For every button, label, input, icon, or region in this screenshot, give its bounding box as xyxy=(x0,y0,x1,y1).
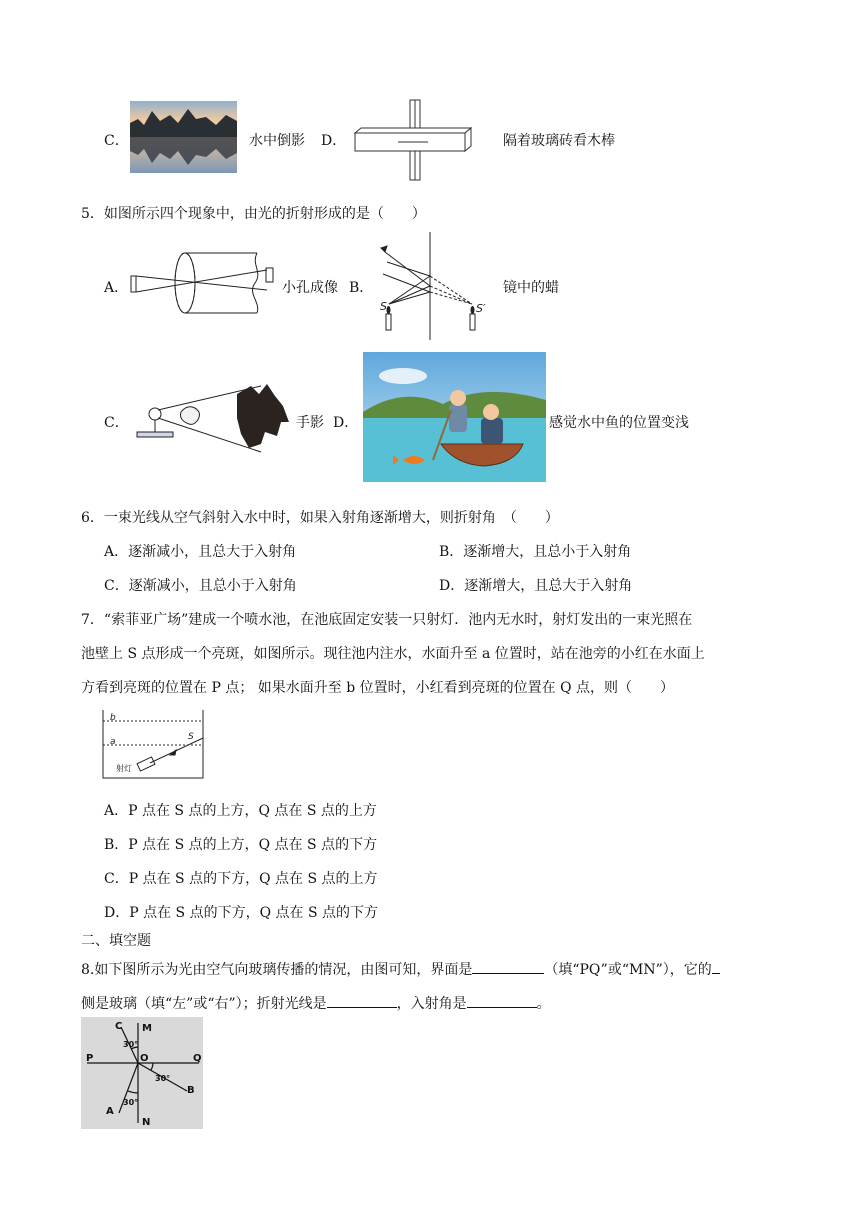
q5-c-caption: 手影 xyxy=(296,415,324,431)
refraction-diagram xyxy=(81,1017,203,1129)
q8-line1-part-b: （填“PQ”或“MN”），它的 xyxy=(544,962,712,978)
q8-line2-part-a: 侧是玻璃（填“左”或“右”）；折射光线是 xyxy=(81,996,327,1012)
q8-blank-side[interactable] xyxy=(712,957,720,974)
q7-stem-line3: 方看到亮斑的位置在 P 点； 如果水面升至 b 位置时，小红看到亮斑的位置在 Q 点，则（ ） xyxy=(81,680,675,696)
fishing-boat-illustration xyxy=(363,352,546,482)
diagram-angle-right: 30° xyxy=(155,1074,171,1083)
q8-line2 xyxy=(81,991,551,1013)
q5-d-caption: 感觉水中鱼的位置变浅 xyxy=(549,415,689,431)
q5-c-letter: C． xyxy=(104,415,129,431)
q5-b-caption: 镜中的蜡 xyxy=(503,280,559,296)
section-title-fill-in: 二、填空题 xyxy=(81,933,151,949)
pool-fig-a-label: a xyxy=(110,737,116,747)
diagram-label-n: N xyxy=(142,1117,151,1128)
pool-fig-lamp-label: 射灯 xyxy=(116,764,132,773)
q4-option-d-caption: 隔着玻璃砖看木棒 xyxy=(503,133,615,149)
q8-line1-part-a: 8.如下图所示为光由空气向玻璃传播的情况，由图可知，界面是 xyxy=(81,962,473,978)
mirror-fig-s-prime-label: S′ xyxy=(476,302,486,315)
pinhole-camera-figure xyxy=(127,250,282,316)
q8-blank-interface[interactable] xyxy=(472,957,544,974)
glass-brick-rod-figure xyxy=(353,98,473,182)
diagram-label-a: A xyxy=(106,1106,114,1117)
q8-blank-refracted-ray[interactable] xyxy=(327,991,397,1008)
q8-line2-part-b: ，入射角是 xyxy=(396,996,467,1012)
q7-option-d: D．P 点在 S 点的下方，Q 点在 S 点的下方 xyxy=(104,905,379,921)
q6-option-a: A．逐渐减小，且总大于入射角 xyxy=(104,544,297,560)
diagram-angle-bottom: 30° xyxy=(123,1098,139,1107)
q5-b-letter: B． xyxy=(349,280,374,296)
q5-a-letter: A． xyxy=(104,280,129,296)
q7-option-c: C．P 点在 S 点的下方，Q 点在 S 点的上方 xyxy=(104,871,378,887)
hand-shadow-figure xyxy=(133,382,293,457)
q4-option-c-letter: C． xyxy=(104,133,129,149)
pool-fig-b-label: b xyxy=(110,713,116,723)
q7-option-a: A．P 点在 S 点的上方，Q 点在 S 点的上方 xyxy=(104,803,377,819)
mirror-fig-s-label: S xyxy=(380,300,387,313)
diagram-label-b: B xyxy=(187,1085,195,1096)
diagram-label-c: C xyxy=(115,1021,123,1032)
q6-stem: 6．一束光线从空气斜射入水中时，如果入射角逐渐增大，则折射角 （ ） xyxy=(81,510,559,526)
q5-stem: 5．如图所示四个现象中，由光的折射形成的是（ ） xyxy=(81,206,426,222)
q8-line2-part-c: 。 xyxy=(536,996,551,1012)
pool-spotlight-figure xyxy=(100,708,206,780)
q5-d-letter: D． xyxy=(333,415,359,431)
q4-option-c-caption: 水中倒影 xyxy=(249,133,305,149)
q8-line1 xyxy=(81,957,720,979)
lake-reflection-photo xyxy=(130,101,237,173)
q7-stem-line1: 7．“索菲亚广场”建成一个喷水池，在池底固定安装一只射灯．池内无水时，射灯发出的一束光照在 xyxy=(81,612,693,628)
pool-fig-s-label: S xyxy=(188,732,194,742)
q7-stem-line2: 池壁上 S 点形成一个亮斑，如图所示。现往池内注水，水面升至 a 位置时，站在池旁的小红在水面上 xyxy=(81,646,705,662)
q6-option-c: C．逐渐减小，且总小于入射角 xyxy=(104,578,297,594)
q5-a-caption: 小孔成像 xyxy=(282,280,338,296)
diagram-label-q: Q xyxy=(193,1053,202,1064)
q7-option-b: B．P 点在 S 点的上方，Q 点在 S 点的下方 xyxy=(104,837,378,853)
diagram-label-o: O xyxy=(140,1053,149,1064)
q8-blank-incident-angle[interactable] xyxy=(467,991,537,1008)
q6-option-b: B．逐渐增大，且总小于入射角 xyxy=(439,544,632,560)
q6-option-d: D．逐渐增大，且总大于入射角 xyxy=(439,578,633,594)
q4-option-d-letter: D． xyxy=(321,133,347,149)
diagram-label-m: M xyxy=(142,1023,152,1034)
mirror-candle-figure xyxy=(375,232,500,340)
diagram-label-p: P xyxy=(86,1053,94,1064)
diagram-angle-top: 30° xyxy=(123,1040,139,1049)
